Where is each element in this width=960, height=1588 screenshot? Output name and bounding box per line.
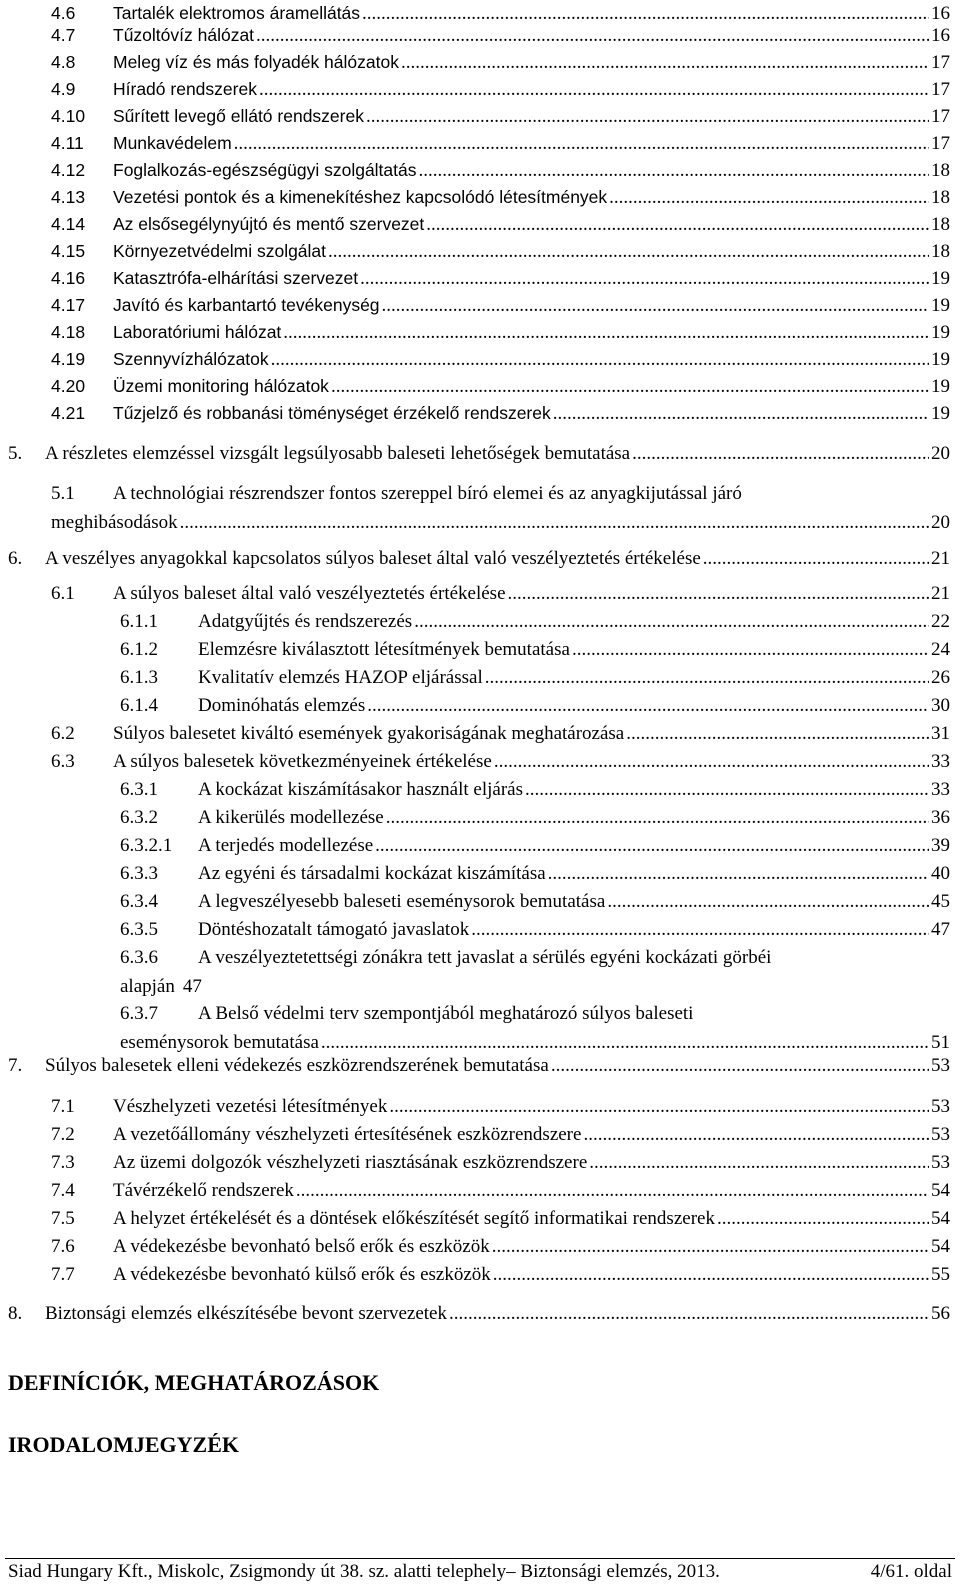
toc-entry-page: 19 xyxy=(931,295,950,316)
toc-entry-title-continued: eseménysorok bemutatása xyxy=(120,1032,319,1053)
toc-entry-page: 19 xyxy=(931,268,950,289)
toc-entry-title: Tűzjelző és robbanási töménységet érzékelő rendszerek xyxy=(113,403,551,423)
toc-entry[interactable] xyxy=(0,238,960,265)
toc-dot-leader xyxy=(256,22,929,49)
toc-entry-page: 53 xyxy=(931,1152,950,1173)
toc-entry[interactable] xyxy=(0,49,960,76)
toc-entry-number: 7.2 xyxy=(51,1124,75,1145)
toc-entry-number: 6.3.3 xyxy=(120,863,158,884)
toc-entry-number: 7.1 xyxy=(51,1096,75,1117)
toc-entry[interactable] xyxy=(0,373,960,400)
toc-entry-page: 30 xyxy=(931,695,950,716)
toc-entry[interactable] xyxy=(0,1093,960,1120)
toc-entry-number: 6.1 xyxy=(51,583,75,604)
toc-entry-number: 7. xyxy=(8,1055,23,1076)
toc-dot-leader xyxy=(626,720,929,747)
toc-entry-page: 51 xyxy=(931,1032,950,1053)
toc-dot-leader xyxy=(548,860,929,887)
toc-entry[interactable] xyxy=(0,1261,960,1288)
toc-entry[interactable] xyxy=(0,400,960,427)
toc-entry[interactable] xyxy=(0,130,960,157)
toc-dot-leader xyxy=(553,400,929,427)
toc-entry-title: Biztonsági elemzés elkészítésébe bevont szervezetek xyxy=(45,1303,447,1324)
toc-entry-title: Javító és karbantartó tevékenység xyxy=(113,295,380,315)
toc-entry-number: 6.3.2.1 xyxy=(120,835,173,856)
toc-entry[interactable] xyxy=(0,664,960,691)
toc-dot-leader xyxy=(367,692,929,719)
toc-entry-page: 17 xyxy=(931,133,950,154)
toc-dot-leader xyxy=(382,292,929,319)
toc-entry[interactable] xyxy=(0,1300,960,1327)
toc-entry-title: A védekezésbe bevonható belső erők és eszközök xyxy=(113,1236,490,1257)
toc-entry-number: 6.3.4 xyxy=(120,891,158,912)
toc-dot-leader xyxy=(328,238,929,265)
toc-entry-page: 56 xyxy=(931,1303,950,1324)
toc-entry-title: A veszélyeztetettségi zónákra tett javaslat a sérülés egyéni kockázati görbéi xyxy=(198,947,772,968)
toc-entry-page: 39 xyxy=(931,835,950,856)
toc-dot-leader xyxy=(493,1261,929,1288)
toc-entry-title: Sűrített levegő ellátó rendszerek xyxy=(113,106,364,126)
toc-entry-title: Távérzékelő rendszerek xyxy=(113,1180,294,1201)
toc-entry-title: A terjedés modellezése xyxy=(198,835,374,856)
toc-entry-title: A Belső védelmi terv szempontjából meghatározó súlyos baleseti xyxy=(198,1003,694,1024)
toc-dot-leader xyxy=(508,580,929,607)
toc-entry-number: 4.7 xyxy=(51,25,76,45)
toc-entry-title: A legveszélyesebb baleseti eseménysorok bemutatása xyxy=(198,891,606,912)
toc-entry[interactable] xyxy=(0,804,960,831)
toc-entry-title: Környezetvédelmi szolgálat xyxy=(113,241,327,261)
toc-entry-page: 16 xyxy=(931,3,950,24)
toc-entry-page: 20 xyxy=(931,443,950,464)
toc-entry-page: 33 xyxy=(931,779,950,800)
toc-entry-title: A súlyos balesetek következményeinek értékelése xyxy=(113,751,492,772)
toc-entry-number: 4.18 xyxy=(51,322,86,342)
toc-dot-leader xyxy=(703,545,929,572)
toc-entry[interactable] xyxy=(0,888,960,915)
toc-entry[interactable] xyxy=(0,832,960,859)
toc-entry[interactable] xyxy=(0,944,960,1000)
toc-entry-title: Az elsősegélynyújtó és mentő szervezet xyxy=(113,214,425,234)
toc-dot-leader xyxy=(589,1149,929,1176)
toc-entry-page: 17 xyxy=(931,79,950,100)
toc-dot-leader xyxy=(607,888,929,915)
toc-entry-title: Üzemi monitoring hálózatok xyxy=(113,376,329,396)
toc-entry-page: 53 xyxy=(931,1124,950,1145)
toc-entry[interactable] xyxy=(0,319,960,346)
toc-dot-leader xyxy=(414,608,929,635)
toc-entry-page: 55 xyxy=(931,1264,950,1285)
toc-entry[interactable] xyxy=(0,480,960,536)
toc-entry-title: A kockázat kiszámításakor használt eljárás xyxy=(198,779,523,800)
toc-entry-page: 18 xyxy=(931,187,950,208)
toc-entry[interactable] xyxy=(0,440,960,467)
toc-dot-leader xyxy=(471,916,929,943)
toc-entry[interactable] xyxy=(0,1000,960,1056)
toc-dot-leader xyxy=(494,748,929,775)
toc-entry-page: 19 xyxy=(931,376,950,397)
toc-dot-leader xyxy=(426,211,929,238)
toc-entry-number: 4.12 xyxy=(51,160,86,180)
toc-entry-page: 47 xyxy=(931,919,950,940)
toc-dot-leader xyxy=(296,1177,929,1204)
toc-entry-title: Súlyos balesetet kiváltó események gyakoriságának meghatározása xyxy=(113,723,625,744)
toc-entry-title: A veszélyes anyagokkal kapcsolatos súlyos baleset által való veszélyeztetés értékelése xyxy=(45,548,701,569)
page-footer xyxy=(8,1559,952,1585)
toc-entry-page: 21 xyxy=(931,548,950,569)
toc-entry[interactable] xyxy=(0,860,960,887)
toc-entry-number: 7.3 xyxy=(51,1152,75,1173)
toc-entry-number: 6.1.2 xyxy=(120,639,158,660)
toc-entry-number: 4.21 xyxy=(51,403,86,423)
toc-entry-page: 31 xyxy=(931,723,950,744)
toc-entry-title: Döntéshozatalt támogató javaslatok xyxy=(198,919,470,940)
toc-dot-leader xyxy=(419,157,930,184)
toc-entry[interactable] xyxy=(0,916,960,943)
heading-bibliography: IRODALOMJEGYZÉK xyxy=(8,1432,240,1457)
toc-dot-leader xyxy=(234,130,929,157)
toc-entry-title: Az egyéni és társadalmi kockázat kiszámítása xyxy=(198,863,546,884)
toc-entry-page: 17 xyxy=(931,52,950,73)
toc-entry-title: A technológiai részrendszer fontos szereppel bíró elemei és az anyagkijutással járó xyxy=(113,483,742,504)
toc-entry[interactable] xyxy=(0,580,960,607)
toc-entry-page: 53 xyxy=(931,1055,950,1076)
toc-entry-page: 19 xyxy=(931,403,950,424)
toc-entry-title: Szennyvízhálózatok xyxy=(113,349,269,369)
toc-entry-number: 6.3 xyxy=(51,751,75,772)
toc-dot-leader xyxy=(180,509,929,536)
toc-entry-number: 4.9 xyxy=(51,79,76,99)
toc-entry[interactable] xyxy=(0,692,960,719)
toc-entry-page: 19 xyxy=(931,349,950,370)
toc-entry-title: Vezetési pontok és a kimenekítéshez kapcsolódó létesítmények xyxy=(113,187,608,207)
toc-entry-number: 6.3.7 xyxy=(120,1003,158,1024)
toc-entry[interactable] xyxy=(0,776,960,803)
toc-entry-page: 21 xyxy=(931,583,950,604)
toc-dot-leader xyxy=(572,636,929,663)
toc-entry-number: 8. xyxy=(8,1303,23,1324)
toc-entry-page: 19 xyxy=(931,322,950,343)
toc-entry-title: A kikerülés modellezése xyxy=(198,807,384,828)
toc-entry-title: Tűzoltóvíz hálózat xyxy=(113,25,255,45)
toc-entry[interactable] xyxy=(0,184,960,211)
toc-entry-number: 6.2 xyxy=(51,723,75,744)
toc-entry[interactable] xyxy=(0,1233,960,1260)
toc-entry-page: 18 xyxy=(931,214,950,235)
toc-entry-page: 22 xyxy=(931,611,950,632)
toc-entry-number: 4.17 xyxy=(51,295,86,315)
footer-document-info: Siad Hungary Kft., Miskolc, Zsigmondy út 38. sz. alatti telephely– Biztonsági elemzés, 2013. xyxy=(8,1561,720,1582)
toc-entry-number: 6. xyxy=(8,548,23,569)
heading-definitions: DEFINÍCIÓK, MEGHATÁROZÁSOK xyxy=(8,1370,380,1395)
toc-entry-number: 6.3.5 xyxy=(120,919,158,940)
toc-entry-page: 45 xyxy=(931,891,950,912)
toc-entry-number: 7.4 xyxy=(51,1180,75,1201)
toc-entry-title: A részletes elemzéssel vizsgált legsúlyosabb baleseti lehetőségek bemutatása xyxy=(45,443,631,464)
toc-entry-title-continued: meghibásodások xyxy=(51,512,178,533)
toc-entry-page: 54 xyxy=(931,1208,950,1229)
toc-entry-number: 4.20 xyxy=(51,376,86,396)
toc-entry-title: Katasztrófa-elhárítási szervezet xyxy=(113,268,359,288)
toc-entry[interactable] xyxy=(0,1205,960,1232)
toc-entry-number: 5. xyxy=(8,443,23,464)
toc-entry-title: Az üzemi dolgozók vészhelyzeti riasztásának eszközrendszere xyxy=(113,1152,588,1173)
toc-entry-page: 17 xyxy=(931,106,950,127)
toc-dot-leader xyxy=(259,76,929,103)
toc-entry-number: 6.3.6 xyxy=(120,947,158,968)
toc-entry-title: Vészhelyzeti vezetési létesítmények xyxy=(113,1096,388,1117)
toc-entry-title: Munkavédelem xyxy=(113,133,232,153)
toc-entry-page: 20 xyxy=(931,512,950,533)
toc-entry-title: Kvalitatív elemzés HAZOP eljárással xyxy=(198,667,483,688)
toc-entry-title: Foglalkozás-egészségügyi szolgáltatás xyxy=(113,160,417,180)
toc-dot-leader xyxy=(375,832,929,859)
toc-entry[interactable] xyxy=(0,265,960,292)
toc-entry-title: Adatgyűjtés és rendszerezés xyxy=(198,611,413,632)
toc-dot-leader xyxy=(492,1233,929,1260)
toc-dot-leader xyxy=(331,373,929,400)
toc-dot-leader xyxy=(360,265,929,292)
toc-entry-title: A védekezésbe bevonható külső erők és eszközök xyxy=(113,1264,491,1285)
toc-entry[interactable] xyxy=(0,346,960,373)
toc-entry-title-continued: alapján xyxy=(120,976,175,997)
toc-dot-leader xyxy=(449,1300,929,1327)
toc-entry-page: 36 xyxy=(931,807,950,828)
toc-dot-leader xyxy=(609,184,929,211)
toc-entry[interactable] xyxy=(0,292,960,319)
toc-entry-number: 7.5 xyxy=(51,1208,75,1229)
toc-entry-title: Elemzésre kiválasztott létesítmények bemutatása xyxy=(198,639,570,660)
toc-entry-page: 47 xyxy=(182,976,202,997)
toc-entry-number: 4.14 xyxy=(51,214,86,234)
toc-dot-leader xyxy=(632,440,929,467)
footer-page-number: 4/61. oldal xyxy=(870,1561,952,1582)
toc-dot-leader xyxy=(717,1205,929,1232)
toc-entry-title: Súlyos balesetek elleni védekezés eszközrendszerének bemutatása xyxy=(45,1055,549,1076)
toc-entry[interactable] xyxy=(0,1149,960,1176)
toc-dot-leader xyxy=(583,1121,929,1148)
toc-entry[interactable] xyxy=(0,22,960,49)
toc-entry-number: 6.1.4 xyxy=(120,695,158,716)
toc-entry-page: 26 xyxy=(931,667,950,688)
toc-dot-leader xyxy=(485,664,929,691)
toc-entry-number: 4.15 xyxy=(51,241,86,261)
toc-entry-title: Tartalék elektromos áramellátás xyxy=(113,3,361,23)
toc-entry-number: 4.13 xyxy=(51,187,86,207)
toc-entry-page: 18 xyxy=(931,241,950,262)
toc-dot-leader xyxy=(525,776,929,803)
toc-entry-title: Dominóhatás elemzés xyxy=(198,695,366,716)
toc-entry[interactable] xyxy=(0,1052,960,1079)
toc-entry[interactable] xyxy=(0,103,960,130)
toc-entry-page: 53 xyxy=(931,1096,950,1117)
toc-entry-number: 4.16 xyxy=(51,268,86,288)
toc-entry[interactable] xyxy=(0,545,960,572)
toc-entry-title: Meleg víz és más folyadék hálózatok xyxy=(113,52,399,72)
toc-entry[interactable] xyxy=(0,1177,960,1204)
toc-entry-number: 6.1.3 xyxy=(120,667,158,688)
toc-entry-title: A vezetőállomány vészhelyzeti értesítésének eszközrendszere xyxy=(113,1124,582,1145)
toc-entry-number: 6.3.2 xyxy=(120,807,158,828)
toc-entry[interactable] xyxy=(0,157,960,184)
toc-entry[interactable] xyxy=(0,1121,960,1148)
toc-entry-number: 5.1 xyxy=(51,483,75,504)
toc-dot-leader xyxy=(389,1093,929,1120)
toc-entry[interactable] xyxy=(0,608,960,635)
toc-dot-leader xyxy=(551,1052,929,1079)
toc-dot-leader xyxy=(271,346,929,373)
toc-entry-title: A helyzet értékelését és a döntések előkészítését segítő informatikai rendszerek xyxy=(113,1208,715,1229)
toc-entry-page: 24 xyxy=(931,639,950,660)
toc-dot-leader xyxy=(401,49,929,76)
toc-entry-page: 40 xyxy=(931,863,950,884)
toc-entry[interactable] xyxy=(0,211,960,238)
toc-dot-leader xyxy=(283,319,929,346)
toc-entry-title: Híradó rendszerek xyxy=(113,79,257,99)
toc-entry-page: 54 xyxy=(931,1180,950,1201)
toc-entry[interactable] xyxy=(0,76,960,103)
toc-entry-number: 6.1.1 xyxy=(120,611,158,632)
toc-entry-number: 7.6 xyxy=(51,1236,75,1257)
toc-entry-page: 16 xyxy=(931,25,950,46)
toc-entry-number: 4.6 xyxy=(51,3,76,23)
toc-entry-page: 33 xyxy=(931,751,950,772)
toc-entry-number: 4.19 xyxy=(51,349,86,369)
toc-entry-number: 4.10 xyxy=(51,106,86,126)
toc-entry-page: 18 xyxy=(931,160,950,181)
toc-entry-number: 4.11 xyxy=(51,133,84,153)
toc-dot-leader xyxy=(386,804,929,831)
toc-entry-title: A súlyos baleset által való veszélyeztetés értékelése xyxy=(113,583,506,604)
toc-entry-number: 7.7 xyxy=(51,1264,75,1285)
toc-entry-number: 4.8 xyxy=(51,52,76,72)
toc-dot-leader xyxy=(366,103,929,130)
toc-entry-number: 6.3.1 xyxy=(120,779,158,800)
toc-entry[interactable] xyxy=(0,748,960,775)
toc-entry[interactable] xyxy=(0,636,960,663)
toc-entry-title: Laboratóriumi hálózat xyxy=(113,322,282,342)
toc-entry-page: 54 xyxy=(931,1236,950,1257)
toc-entry[interactable] xyxy=(0,720,960,747)
